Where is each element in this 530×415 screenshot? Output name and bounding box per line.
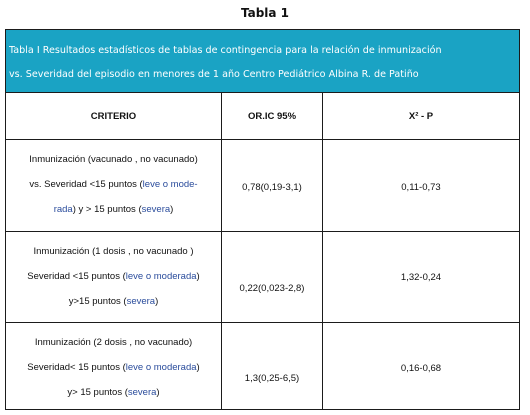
criterio-cell bbox=[6, 140, 222, 231]
header-or: OR.IC 95% bbox=[222, 93, 323, 139]
or-cell: 1,3(0,25-6,5) bbox=[222, 323, 323, 410]
chi-cell: 0,11-0,73 bbox=[401, 182, 441, 193]
highlight-text: severa bbox=[141, 204, 171, 215]
criterio-line: y>15 puntos (severa) bbox=[68, 296, 159, 307]
criterio-line: Severidad <15 puntos (leve o moderada) bbox=[27, 271, 200, 282]
criterio-line: Inmunización (2 dosis , no vacunado) bbox=[34, 337, 193, 348]
or-cell: 0,22(0,023-2,8) bbox=[222, 232, 323, 322]
page-title: Tabla 1 bbox=[240, 6, 290, 20]
header-row bbox=[6, 93, 519, 140]
criterio-line: Inmunización (1 dosis , no vacunado ) bbox=[33, 246, 194, 257]
highlight-text: severa bbox=[126, 296, 156, 307]
highlight-text: leve o moderada bbox=[125, 271, 197, 282]
chi-cell: 0,16-0,68 bbox=[400, 363, 442, 374]
caption-line-1: Tabla I Resultados estadísticos de tablas de contingencia para la relación de inmunización bbox=[9, 45, 442, 56]
criterio-line: y> 15 puntos (severa) bbox=[67, 387, 160, 398]
header-chi: X² - P bbox=[408, 110, 434, 122]
criterio-cell bbox=[6, 232, 222, 322]
criterio-line: rada) y > 15 puntos (severa) bbox=[53, 204, 174, 215]
caption-line-2: vs. Severidad del episodio en menores de 1 año Centro Pediátrico Albina R. de Patiño bbox=[9, 69, 419, 80]
table-row bbox=[6, 232, 519, 323]
highlight-text: leve o moderada bbox=[125, 362, 197, 373]
chi-cell: 1,32-0,24 bbox=[400, 272, 442, 283]
highlight-text: severa bbox=[127, 387, 157, 398]
contingency-table bbox=[5, 29, 520, 410]
table-row bbox=[6, 140, 519, 232]
table-caption bbox=[6, 30, 519, 93]
header-criterio: CRITERIO bbox=[6, 93, 222, 139]
criterio-line: vs. Severidad <15 puntos (leve o mode- bbox=[29, 179, 198, 190]
highlight-text: rada bbox=[53, 204, 73, 215]
table-row bbox=[6, 323, 519, 410]
highlight-text: leve o mode- bbox=[142, 179, 198, 190]
or-cell: 0,78(0,19-3,1) bbox=[222, 140, 323, 231]
criterio-line: Severidad< 15 puntos (leve o moderada) bbox=[27, 362, 200, 373]
criterio-line: Inmunización (vacunado , no vacunado) bbox=[29, 154, 198, 165]
criterio-cell bbox=[6, 323, 222, 410]
